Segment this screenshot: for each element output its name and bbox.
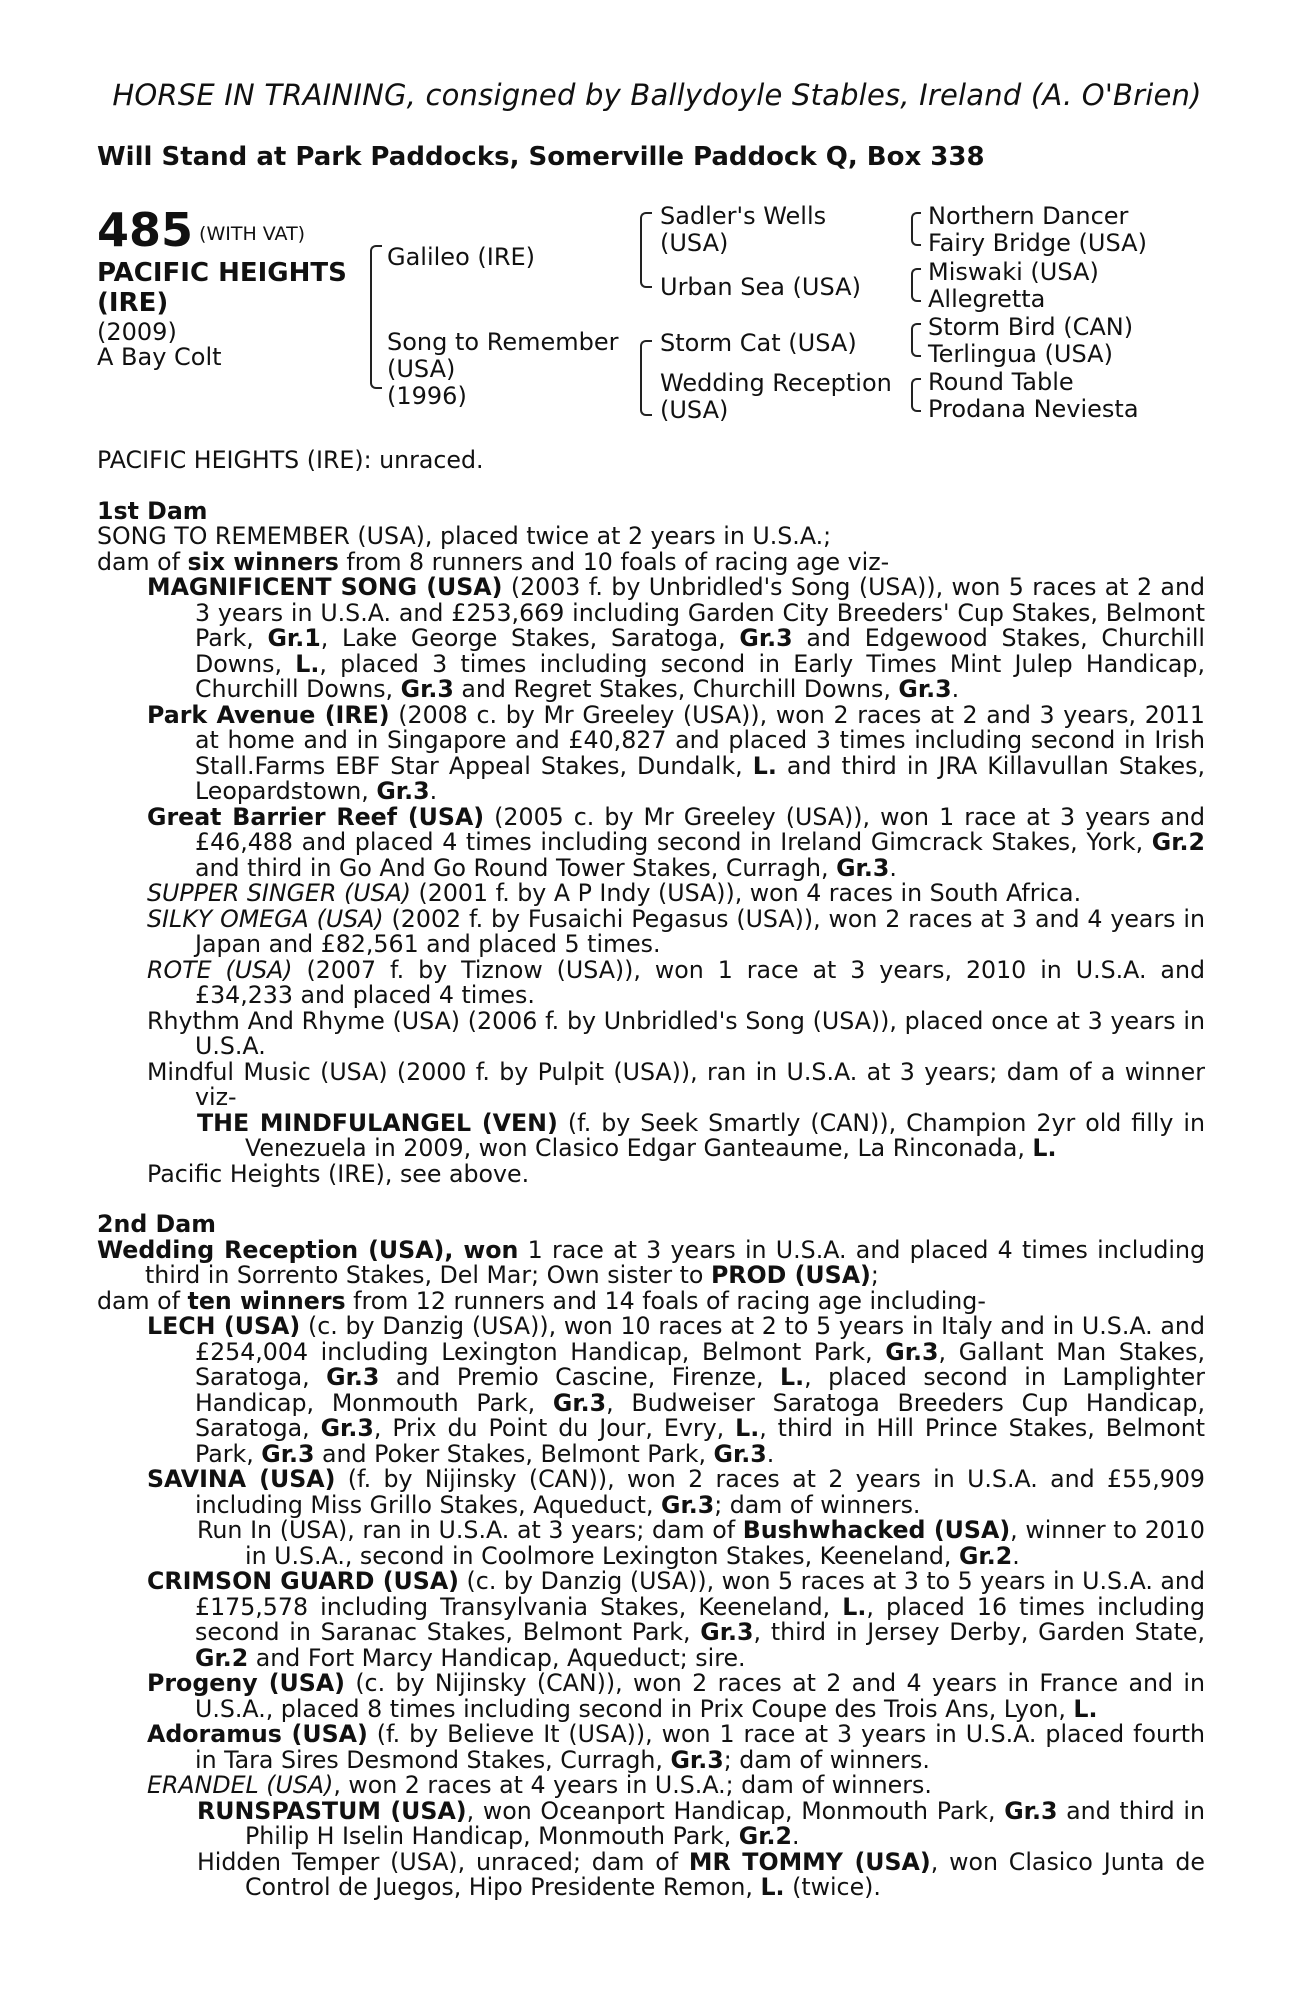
produce-entry: Mindful Music (USA) (2000 f. by Pulpit (USA)), ran in U.S.A. at 3 years; dam of a winner viz-	[147, 1057, 1205, 1111]
grade: Gr.3	[700, 1618, 754, 1646]
grade: Gr.3	[739, 624, 793, 652]
text: .	[951, 675, 960, 703]
pedigree-sds: Miswaki (USA)	[928, 258, 1099, 286]
text: , placed second in Lamplighter Handicap, Monmouth Park,	[195, 1363, 1205, 1417]
text: (2002 f. by Fusaichi Pegasus (USA)), won 2 races at 3 and 4 years in Japan and £82,561 and placed 5 times.	[195, 904, 1206, 958]
pedigree-dam-line1: Song to Remember	[387, 328, 619, 356]
text: , winner to 2010 in U.S.A., second in Coolmore Lexington Stakes, Keeneland,	[245, 1516, 1205, 1570]
text: , placed 3 times including second in Early Times Mint Julep Handicap, Churchill Downs,	[195, 649, 1205, 703]
text: .	[766, 1439, 775, 1468]
text: (twice).	[784, 1873, 881, 1901]
grade: L.	[842, 1592, 867, 1621]
grade: Gr.3	[326, 1363, 380, 1391]
lot-number	[97, 205, 305, 259]
pedigree-sire: Galileo (IRE)	[387, 243, 536, 271]
text: (2007 f. by Tiznow (USA)), won 1 race at 3 years, 2010 in U.S.A. and £34,233 and placed 4 times.	[195, 955, 1206, 1009]
produce-entry	[97, 1569, 1205, 1671]
horse-name-bold: SAVINA (USA)	[147, 1465, 336, 1493]
text: (f. by Seek Smartly (CAN)), Champion 2yr old filly in Venezuela in 2009, won Clasico Edgar Ganteaume, La Rinconada,	[245, 1108, 1205, 1162]
first-dam-produce-summary	[97, 547, 1205, 576]
produce-sub-entry	[97, 1518, 1205, 1569]
text: dam of	[97, 547, 188, 576]
text: , Gallant Man Stakes, Saratoga,	[195, 1337, 1206, 1391]
horse-year: (2009)	[97, 318, 177, 346]
horse-name-bold: Bushwhacked (USA)	[742, 1516, 1011, 1544]
horse-name-bold: Park Avenue (IRE)	[147, 700, 390, 729]
horse-name-bold: Progeny (USA)	[147, 1669, 345, 1697]
winners-count: ten winners	[187, 1286, 346, 1315]
grade: Gr.3	[400, 675, 454, 703]
pedigree-ddd: Prodana Neviesta	[928, 395, 1139, 423]
text: from 12 runners and 14 foals of racing age including-	[345, 1286, 986, 1315]
pedigree-dam-line2: (USA)	[387, 355, 456, 383]
pedigree-dam-dam	[660, 370, 892, 424]
produce-entry	[97, 1671, 1205, 1722]
horse-name-bold: MAGNIFICENT SONG (USA)	[147, 573, 503, 601]
text: dam of	[97, 1286, 188, 1315]
text: and Fort Marcy Handicap, Aqueduct; sire.	[248, 1643, 746, 1672]
grade: Gr.3	[713, 1439, 767, 1468]
grade: Gr.3	[661, 1490, 715, 1519]
grade: Gr.2	[195, 1643, 249, 1672]
text: (c. by Nijinsky (CAN)), won 2 races at 2 and 4 years in France and in U.S.A., placed 8 times including second in Prix Coupe des Trois Ans, Lyon,	[195, 1669, 1205, 1723]
produce-entry	[97, 1314, 1205, 1467]
text: .	[1012, 1541, 1020, 1570]
text: and third in JRA Killavullan Stakes, Leopardstown,	[195, 751, 1205, 805]
pedigree-sire-sire	[660, 203, 826, 257]
grade: L.	[780, 1363, 805, 1391]
grade: L.	[735, 1414, 760, 1442]
horse-name-italic: SUPPER SINGER (USA)	[147, 879, 412, 907]
text: .	[889, 853, 897, 882]
text: (2008 c. by Mr Greeley (USA)), won 2 races at 2 and 3 years, 2011 at home and in Singapore and £40,827 and placed 3 times including second in Irish Stall.Farms EBF Star Appeal Stakes, Dundalk,	[195, 700, 1205, 780]
pedigree-brace-ds	[911, 323, 921, 357]
produce-entry	[97, 575, 1205, 703]
pedigree-sdd: Allegretta	[928, 285, 1046, 313]
text: , placed 16 times including second in Saranac Stakes, Belmont Park,	[195, 1592, 1205, 1646]
pedigree-brace-ss	[911, 212, 921, 246]
horse-name-italic: ROTE (USA)	[147, 955, 293, 984]
grade: Gr.3	[836, 853, 890, 882]
text: and Regret Stakes, Churchill Downs,	[453, 675, 899, 703]
text: Run In (USA), ran in U.S.A. at 3 years; dam of	[197, 1516, 743, 1544]
summary-line: PACIFIC HEIGHTS (IRE): unraced.	[97, 446, 484, 474]
grade: Gr.2	[958, 1541, 1013, 1570]
produce-entry	[97, 1722, 1205, 1773]
pedigree-brace-sire	[640, 212, 652, 288]
race-record	[97, 448, 1205, 1901]
horse-name-bold: MR TOMMY (USA)	[688, 1847, 931, 1876]
pedigree-ss-line2: (USA)	[660, 229, 729, 257]
grade: Gr.3	[320, 1414, 374, 1442]
grade: Gr.1	[267, 624, 321, 652]
pedigree-brace-sd	[911, 268, 921, 302]
text: and Premio Cascine, Firenze,	[379, 1363, 781, 1391]
text: , Lake George Stakes, Saratoga,	[320, 624, 740, 652]
stand-location: Will Stand at Park Paddocks, Somerville Paddock Q, Box 338	[97, 142, 985, 172]
text: and Poker Stakes, Belmont Park,	[314, 1439, 714, 1468]
horse-name-line2: (IRE)	[97, 288, 169, 318]
text: 1 race at 3 years in U.S.A. and placed 4 times including third in Sorrento Stakes, Del Mar; Own sister to	[145, 1235, 1205, 1289]
produce-entry: Rhythm And Rhyme (USA) (2006 f. by Unbridled's Song (USA)), placed once at 3 years in U.S.A.	[147, 1006, 1205, 1060]
horse-name-italic: SILKY OMEGA (USA)	[147, 904, 384, 933]
produce-entry	[97, 700, 1205, 805]
text: , won 2 races at 4 years in U.S.A.; dam of winners.	[333, 1771, 932, 1799]
produce-entry	[97, 904, 1206, 958]
horse-name-bold: PROD (USA)	[710, 1261, 871, 1289]
pedigree-dds: Round Table	[928, 368, 1074, 396]
first-dam-heading: 1st Dam	[97, 496, 208, 525]
lot-number-value: 485	[97, 203, 194, 257]
text: ;	[870, 1261, 879, 1289]
text: (2005 c. by Mr Greeley (USA)), won 1 race at 3 years and £46,488 and placed 4 times including second in Ireland Gimcrack Stakes, York,	[195, 802, 1205, 856]
horse-name-line1: PACIFIC HEIGHTS	[97, 258, 347, 288]
horse-name-bold: CRIMSON GUARD (USA)	[147, 1567, 460, 1595]
first-dam-record: SONG TO REMEMBER (USA), placed twice at 2 years in U.S.A.;	[97, 522, 832, 550]
text: and Edgewood Stakes, Churchill Downs,	[195, 624, 1205, 678]
grade: Gr.3	[1004, 1796, 1058, 1825]
text: (2003 f. by Unbridled's Song (USA)), won 5 races at 2 and 3 years in U.S.A. and £253,669 including Garden City Breeders' Cup Stakes, Belmont Park,	[195, 573, 1205, 652]
text: , won Oceanport Handicap, Monmouth Park,	[466, 1796, 1005, 1825]
pedigree-brace-dd	[911, 378, 921, 412]
horse-name-bold: Great Barrier Reef (USA)	[147, 802, 485, 831]
produce-sub-entry	[97, 1796, 1205, 1850]
text: ; dam of winners.	[723, 1745, 930, 1774]
pedigree-dam-line3: (1996)	[387, 382, 467, 410]
horse-name	[97, 258, 357, 318]
pedigree-sire-dam: Urban Sea (USA)	[660, 273, 861, 301]
grade: L.	[1032, 1134, 1057, 1162]
text: and third in Go And Go Round Tower Stakes, Curragh,	[195, 853, 837, 882]
pedigree-brace-dam	[640, 340, 652, 416]
grade: L.	[1073, 1694, 1098, 1723]
text: and third in Philip H Iselin Handicap, Monmouth Park,	[245, 1796, 1205, 1850]
second-dam-heading: 2nd Dam	[97, 1210, 216, 1238]
pedigree-dam-sire: Storm Cat (USA)	[660, 329, 857, 357]
pedigree-dd-line2: (USA)	[660, 396, 729, 424]
pedigree-dd-line1: Wedding Reception	[660, 369, 892, 397]
grade: Gr.3	[670, 1745, 724, 1774]
text: Hidden Temper (USA), unraced; dam of	[197, 1847, 689, 1876]
pedigree-ssd: Fairy Bridge (USA)	[928, 229, 1147, 257]
produce-entry	[97, 1773, 1205, 1799]
pedigree-sss: Northern Dancer	[928, 202, 1129, 230]
pedigree-dam	[387, 329, 618, 410]
grade: L.	[295, 649, 320, 678]
vat-label: (WITH VAT)	[199, 222, 306, 245]
grade: Gr.2	[1151, 828, 1205, 856]
pedigree-dss: Storm Bird (CAN)	[928, 313, 1134, 341]
text: , Prix du Point du Jour, Evry,	[373, 1414, 736, 1442]
produce-entry: Pacific Heights (IRE), see above.	[147, 1159, 530, 1188]
horse-description: A Bay Colt	[97, 343, 222, 371]
winners-count: six winners	[187, 547, 339, 576]
produce-entry	[97, 1467, 1205, 1518]
produce-sub-entry	[97, 1847, 1205, 1901]
text: , third in Jersey Derby, Garden State,	[753, 1618, 1205, 1646]
text: , Budweiser Saratoga Breeders Cup Handicap, Saratoga,	[195, 1388, 1205, 1442]
horse-name-bold: RUNSPASTUM (USA)	[197, 1796, 467, 1825]
page-title: HORSE IN TRAINING, consigned by Ballydoyle Stables, Ireland (A. O'Brien)	[112, 78, 1202, 112]
text: , won Clasico Junta de Control de Juegos, Hipo Presidente Remon,	[245, 1847, 1205, 1901]
produce-sub-entry	[97, 1108, 1205, 1162]
grade: Gr.3	[261, 1439, 315, 1468]
produce-entry	[97, 881, 1205, 907]
text: from 8 runners and 10 foals of racing age viz-	[338, 547, 890, 576]
text: .	[429, 777, 438, 805]
grade: L.	[752, 751, 777, 780]
grade: L.	[760, 1873, 785, 1901]
horse-name-italic: ERANDEL (USA)	[147, 1771, 334, 1799]
text: (2001 f. by A P Indy (USA)), won 4 races in South Africa.	[411, 879, 1082, 907]
pedigree-ss-line1: Sadler's Wells	[660, 202, 827, 230]
text: (f. by Nijinsky (CAN)), won 2 races at 2 years in U.S.A. and £55,909 including Miss Grillo Stakes, Aqueduct,	[195, 1465, 1205, 1519]
pedigree-brace-gen1	[370, 245, 382, 389]
horse-name-bold: THE MINDFULANGEL (VEN)	[197, 1108, 558, 1137]
second-dam-produce-summary	[97, 1286, 1205, 1315]
text: .	[791, 1822, 800, 1850]
horse-name-bold: LECH (USA)	[147, 1312, 301, 1340]
text: (f. by Believe It (USA)), won 1 race at 3 years in U.S.A. placed fourth in Tara Sires Desmond Stakes, Curragh,	[195, 1720, 1206, 1774]
text: , third in Hill Prince Stakes, Belmont Park,	[195, 1414, 1205, 1468]
grade: Gr.3	[898, 675, 952, 703]
grade: Gr.2	[738, 1822, 792, 1850]
horse-name-bold: Wedding Reception (USA), won	[97, 1235, 519, 1264]
horse-name-bold: Adoramus (USA)	[147, 1720, 368, 1748]
text: (c. by Danzig (USA)), won 10 races at 2 to 5 years in Italy and in U.S.A. and £254,004 including Lexington Handicap, Belmont Park,	[195, 1312, 1205, 1366]
produce-entry	[97, 955, 1206, 1009]
second-dam-record	[97, 1235, 1205, 1289]
grade: Gr.3	[376, 777, 430, 805]
pedigree-dsd: Terlingua (USA)	[928, 340, 1113, 368]
produce-entry	[97, 802, 1205, 882]
text: ; dam of winners.	[714, 1490, 921, 1519]
grade: Gr.3	[552, 1388, 607, 1417]
text: (c. by Danzig (USA)), won 5 races at 3 to 5 years in U.S.A. and £175,578 including Transylvania Stakes, Keeneland,	[195, 1567, 1205, 1621]
grade: Gr.3	[885, 1337, 939, 1366]
